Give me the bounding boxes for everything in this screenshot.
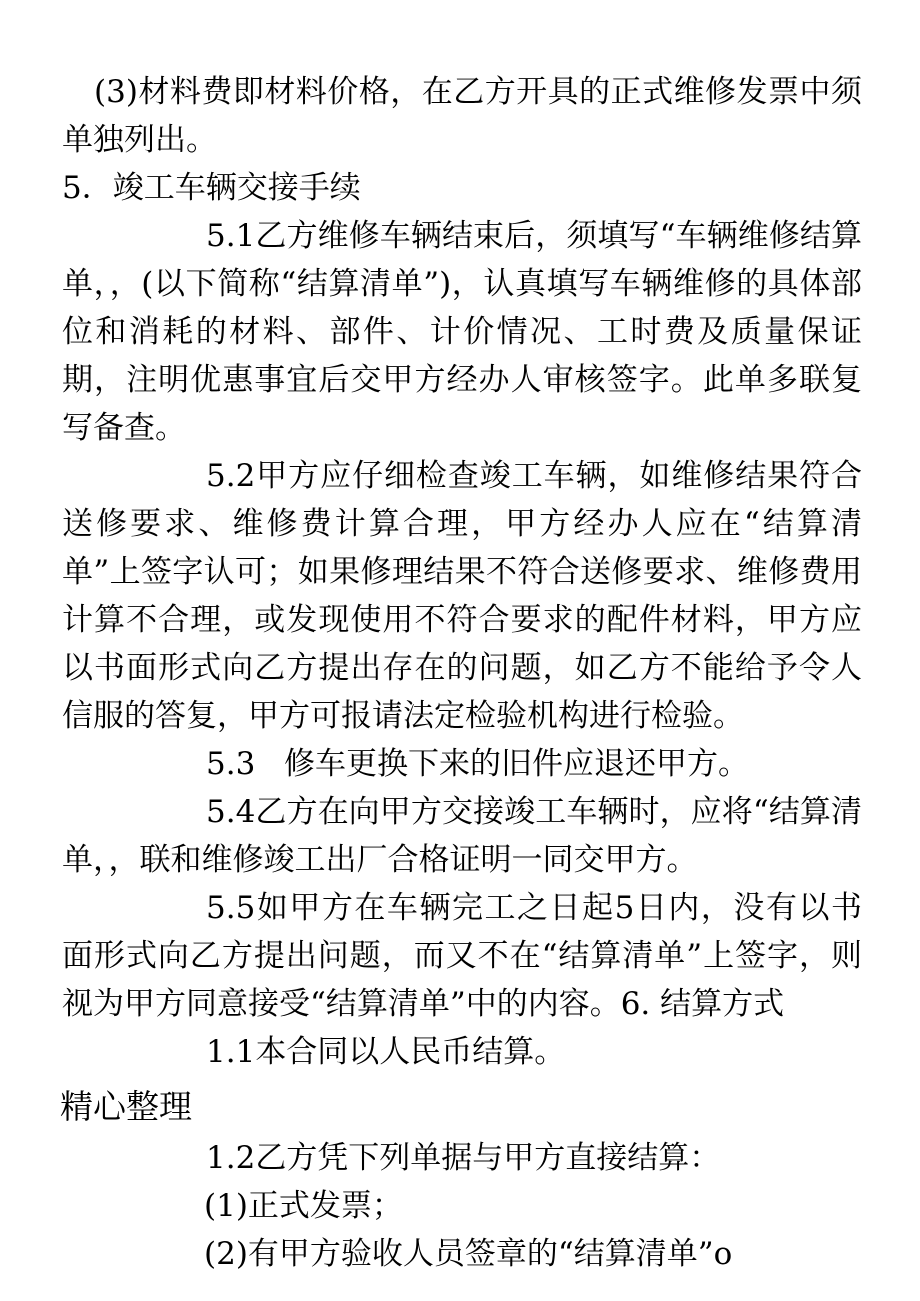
clause-number: 1.2 [206, 1140, 256, 1176]
clause-number: 5.5 [206, 890, 256, 926]
clause-number: 5.1 [206, 218, 256, 254]
clause-text: 乙方维修车辆结束后，须填写“车辆维修结算单，，(以下简称“结算清单”)，认真填写车辆维修的具体部位和消耗的材料、部件、计价情况、工时费及质量保证期，注明优惠事宜后交甲方经办人审核签字。此单多联复写备查。 [62, 218, 862, 446]
clause-1-1 [62, 1028, 862, 1076]
clause-number: 5.3 [206, 746, 256, 782]
clause-text: 甲方应仔细检查竣工车辆，如维修结果符合送修要求、维修费计算合理，甲方经办人应在“结算清单”上签字认可；如果修理结果不符合送修要求、维修费用计算不合理，或发现使用不符合要求的配件材料，甲方应以书面形式向乙方提出存在的问题，如乙方不能给予令人信服的答复，甲方可报请法定检验机构进行检验。 [62, 458, 862, 734]
section-heading-5: 5．竣工车辆交接手续 [62, 170, 361, 206]
clause-5-4 [62, 788, 862, 884]
clause-number: 5.4 [206, 794, 256, 830]
paragraph-material-fee: (3)材料费即材料价格，在乙方开具的正式维修发票中须单独列出。 [62, 74, 862, 158]
clause-text: 乙方凭下列单据与甲方直接结算： [255, 1140, 721, 1176]
clause-5-3 [62, 740, 862, 788]
clause-1-2 [62, 1134, 862, 1182]
clause-5-2 [62, 452, 862, 740]
clause-text: 如甲方在车辆完工之日起5日内，没有以书面形式向乙方提出问题，而又不在“结算清单”上签字，则视为甲方同意接受“结算清单”中的内容。6. 结算方式 [62, 890, 862, 1022]
watermark-heading: 精心整理 [60, 1087, 192, 1126]
document-page [62, 68, 862, 1278]
list-item-invoice: (1)正式发票； [204, 1188, 403, 1224]
list-item-settlement-list: (2)有甲方验收人员签章的“结算清单”o [204, 1236, 733, 1272]
clause-number: 1.1 [206, 1034, 256, 1070]
clause-text: 本合同以人民币结算。 [255, 1034, 566, 1070]
clause-number: 5.2 [206, 458, 256, 494]
clause-text: 修车更换下来的旧件应退还甲方。 [284, 746, 749, 782]
clause-text: 乙方在向甲方交接竣工车辆时，应将“结算清单，，联和维修竣工出厂合格证明一同交甲方。 [62, 794, 862, 878]
clause-5-5 [62, 884, 862, 1028]
clause-5-1 [62, 212, 862, 452]
